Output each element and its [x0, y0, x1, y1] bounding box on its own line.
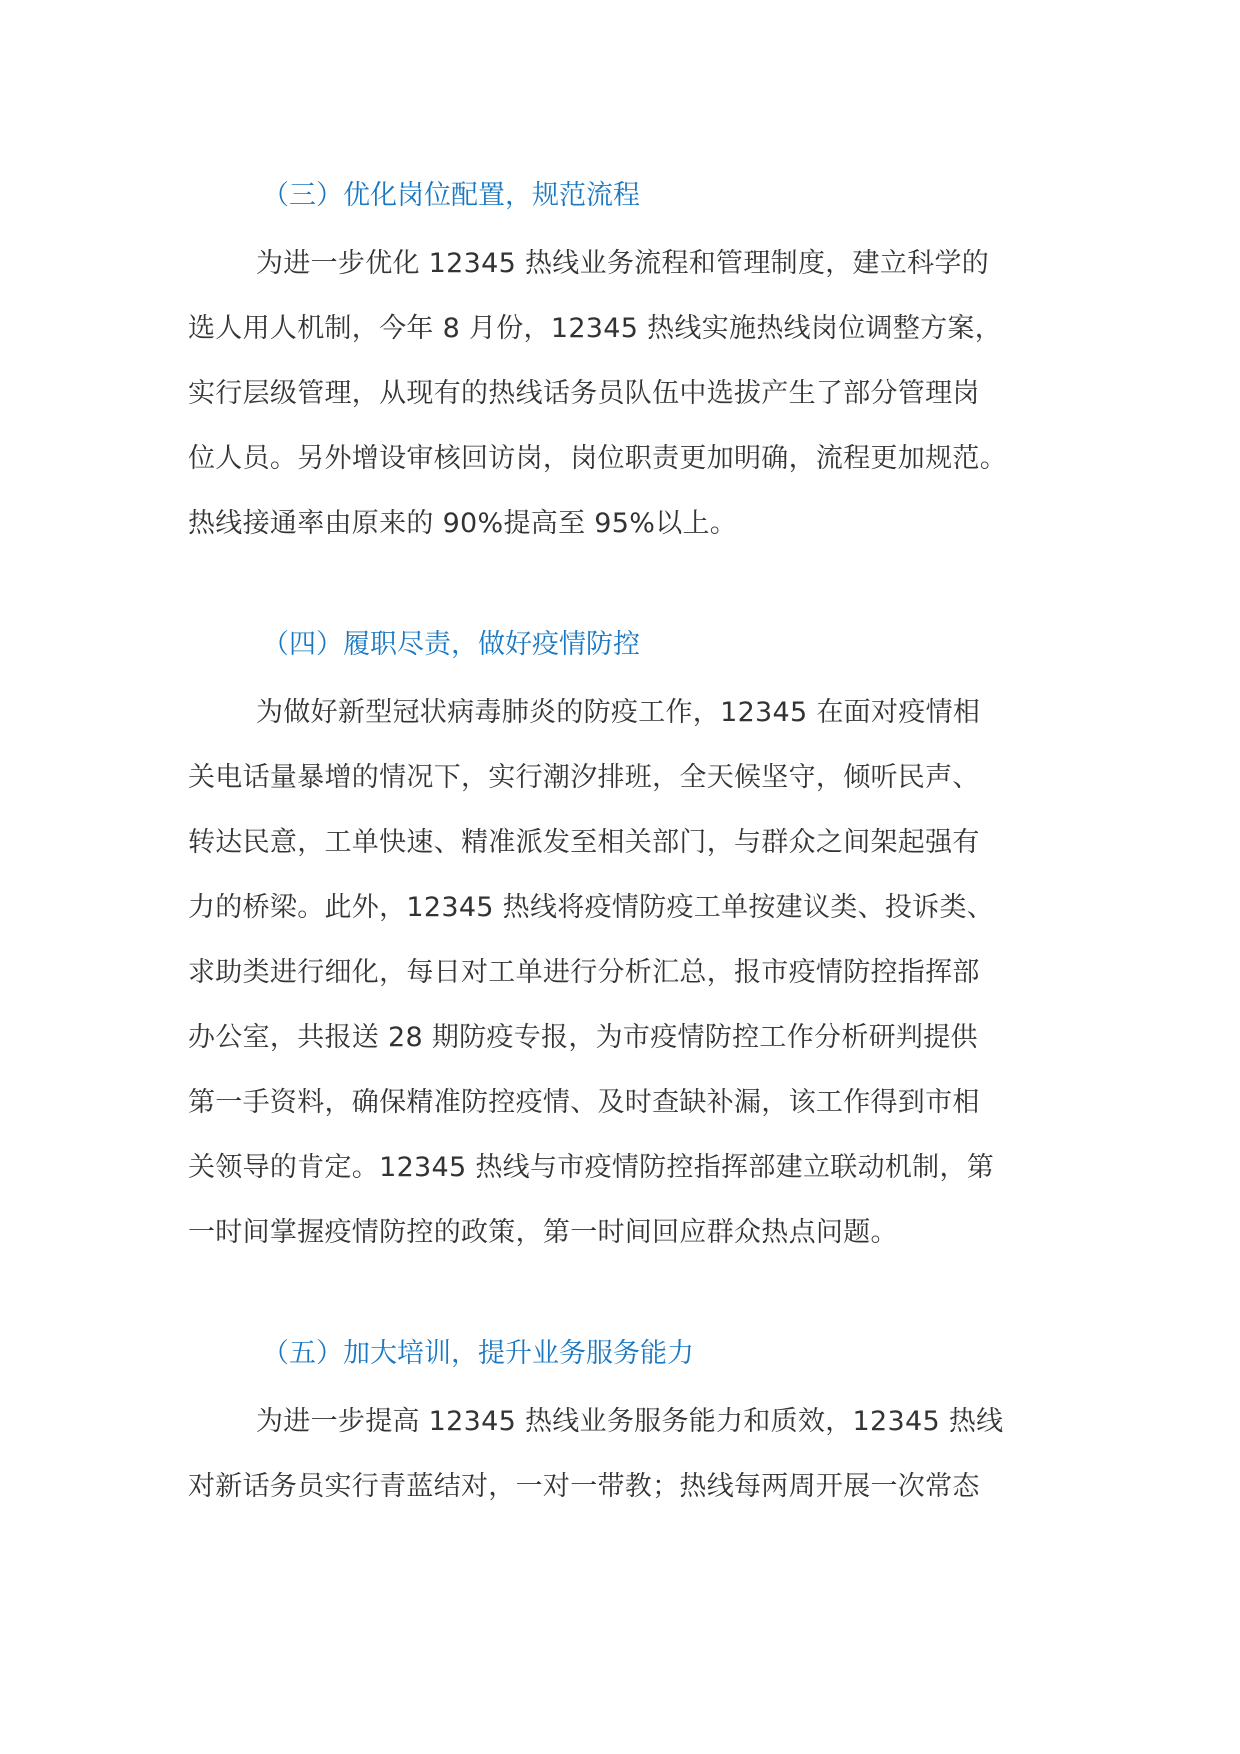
paragraph-line: 为做好新型冠状病毒肺炎的防疫工作，12345 在面对疫情相 — [256, 697, 981, 728]
paragraph-line: 办公室，共报送 28 期防疫专报，为市疫情防控工作分析研判提供 — [188, 1022, 978, 1053]
paragraph-line: 实行层级管理，从现有的热线话务员队伍中选拔产生了部分管理岗 — [188, 378, 980, 409]
section-paragraph-3 — [188, 231, 1068, 556]
paragraph-line: 为进一步提高 12345 热线业务服务能力和质效，12345 热线 — [256, 1406, 1004, 1437]
paragraph-line: 关电话量暴增的情况下，实行潮汐排班，全天候坚守，倾听民声、 — [188, 762, 980, 793]
section-heading-4: （四）履职尽责，做好疫情防控 — [262, 629, 640, 660]
paragraph-line: 转达民意，工单快速、精准派发至相关部门，与群众之间架起强有 — [188, 827, 980, 858]
section-heading-3: （三）优化岗位配置，规范流程 — [262, 180, 640, 211]
paragraph-line: 关领导的肯定。12345 热线与市疫情防控指挥部建立联动机制，第 — [188, 1152, 995, 1183]
paragraph-line: 力的桥梁。此外，12345 热线将疫情防疫工单按建议类、投诉类、 — [188, 892, 995, 923]
paragraph-line: 第一手资料，确保精准防控疫情、及时查缺补漏，该工作得到市相 — [188, 1087, 980, 1118]
paragraph-line: 求助类进行细化，每日对工单进行分析汇总，报市疫情防控指挥部 — [188, 957, 980, 988]
section-heading-5: （五）加大培训，提升业务服务能力 — [262, 1338, 694, 1369]
paragraph-line: 选人用人机制，今年 8 月份，12345 热线实施热线岗位调整方案， — [188, 313, 1003, 344]
paragraph-line: 对新话务员实行青蓝结对，一对一带教；热线每两周开展一次常态 — [188, 1471, 980, 1502]
paragraph-line: 一时间掌握疫情防控的政策，第一时间回应群众热点问题。 — [188, 1217, 898, 1248]
paragraph-line: 为进一步优化 12345 热线业务流程和管理制度，建立科学的 — [256, 248, 990, 279]
section-paragraph-4 — [188, 680, 1068, 1265]
paragraph-line: 热线接通率由原来的 90%提高至 95%以上。 — [188, 508, 738, 539]
section-paragraph-5 — [188, 1389, 1068, 1519]
paragraph-line: 位人员。另外增设审核回访岗，岗位职责更加明确，流程更加规范。 — [188, 443, 1007, 474]
